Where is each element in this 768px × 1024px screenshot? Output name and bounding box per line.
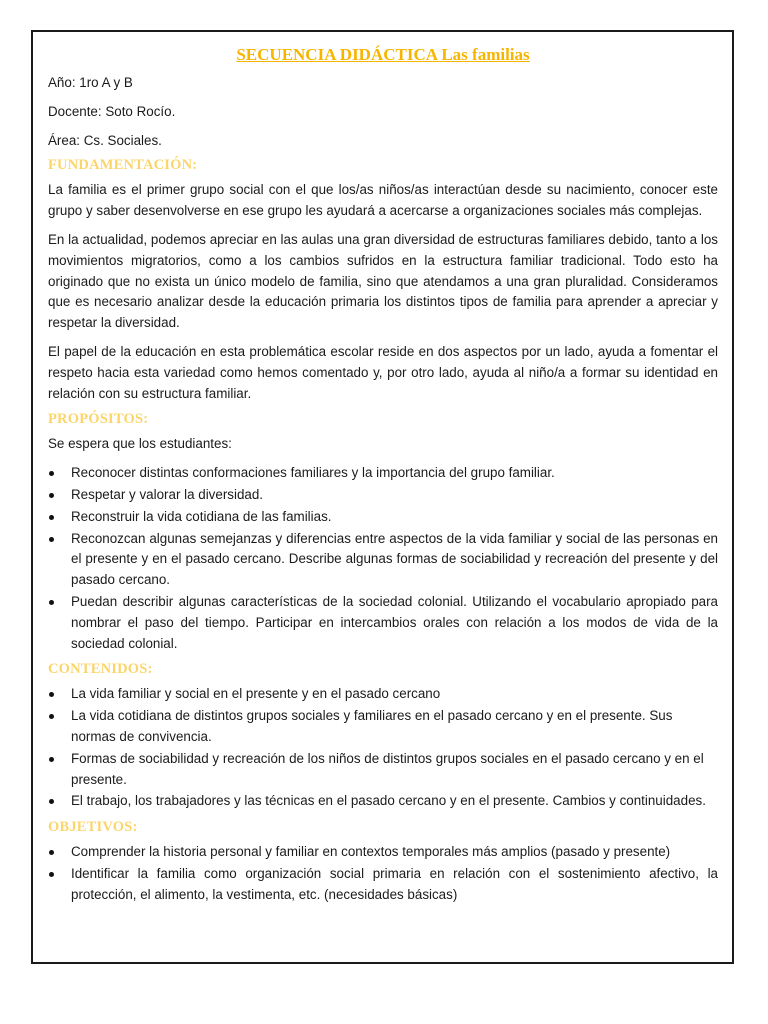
meta-year: Año: 1ro A y B bbox=[48, 75, 133, 90]
list-item: Identificar la familia como organización social primaria en relación con el sostenimiento afectivo, la protección, el alimento, la vestimenta, etc. (necesidades básicas) bbox=[48, 864, 718, 906]
document-title: SECUENCIA DIDÁCTICA Las familias bbox=[236, 45, 530, 64]
fundamentacion-paragraph: El papel de la educación en esta problemática escolar reside en dos aspectos por un lado, ayuda a fomentar el respeto hacia esta variedad como hemos comentado y, por otro lado, ayuda al niño/a a formar su identidad en relación con su estructura familiar. bbox=[48, 343, 718, 401]
list-item: Reconstruir la vida cotidiana de las familias. bbox=[48, 507, 718, 528]
heading-contenidos: CONTENIDOS: bbox=[48, 661, 153, 678]
objetivos-list bbox=[48, 842, 718, 905]
heading-objetivos: OBJETIVOS: bbox=[48, 819, 138, 836]
propositos-intro: Se espera que los estudiantes: bbox=[48, 436, 232, 452]
heading-fundamentacion: FUNDAMENTACIÓN: bbox=[48, 157, 198, 174]
meta-teacher: Docente: Soto Rocío. bbox=[48, 103, 176, 119]
contenidos-list bbox=[48, 684, 718, 812]
list-item: Reconozcan algunas semejanzas y diferencias entre aspectos de la vida familiar y social de las personas en el presente y en el pasado cercano. Describe algunas formas de sociabilidad y recreación del presente y del pasado cercano. bbox=[48, 529, 718, 591]
list-item: Respetar y valorar la diversidad. bbox=[48, 485, 718, 506]
fundamentacion-paragraph: La familia es el primer grupo social con el que los/as niños/as interactúan desde su nacimiento, conocer este grupo y saber desenvolverse en ese grupo les ayudará a acercarse a organizaciones sociales más complejas. bbox=[48, 182, 718, 219]
list-item: Comprender la historia personal y familiar en contextos temporales más amplios (pasado y presente) bbox=[48, 842, 718, 863]
propositos-list bbox=[48, 463, 718, 654]
list-item: Formas de sociabilidad y recreación de los niños de distintos grupos sociales en el pasado cercano y en el presente. bbox=[48, 749, 718, 791]
document-page bbox=[31, 30, 734, 964]
meta-area: Área: Cs. Sociales. bbox=[48, 132, 162, 148]
heading-propositos: PROPÓSITOS: bbox=[48, 411, 149, 428]
fundamentacion-paragraph: En la actualidad, podemos apreciar en las aulas una gran diversidad de estructuras familiares debido, tanto a los movimientos migratorios, como a los cambios sufridos en la estructura familiar tradicional. Todo esto ha originado que no exista un único modelo de familia, sino que atendamos a una gran pluralidad. Consideramos que es necesario analizar desde la educación primaria los distintos tipos de familia para aprender a apreciar y respetar la diversidad. bbox=[48, 231, 718, 331]
list-item: La vida familiar y social en el presente y en el pasado cercano bbox=[48, 684, 718, 705]
list-item: Reconocer distintas conformaciones familiares y la importancia del grupo familiar. bbox=[48, 463, 718, 484]
list-item: La vida cotidiana de distintos grupos sociales y familiares en el pasado cercano y en el presente. Sus normas de convivencia. bbox=[48, 706, 718, 748]
list-item: Puedan describir algunas características de la sociedad colonial. Utilizando el vocabulario apropiado para nombrar el paso del tiempo. Participar en intercambios orales con relación a los modos de vida de la sociedad colonial. bbox=[48, 592, 718, 654]
list-item: El trabajo, los trabajadores y las técnicas en el pasado cercano y en el presente. Cambios y continuidades. bbox=[48, 791, 718, 812]
